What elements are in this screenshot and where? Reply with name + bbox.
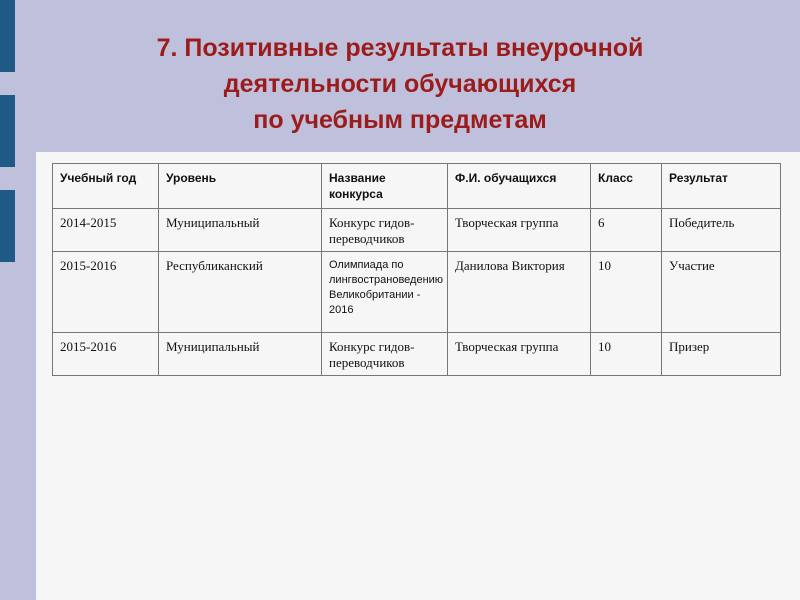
table-row <box>53 252 781 333</box>
header-students: Ф.И. обучащихся <box>448 164 591 209</box>
cell-year: 2015-2016 <box>53 333 159 376</box>
header-year: Учебный год <box>53 164 159 209</box>
table-row <box>53 333 781 376</box>
cell-result: Призер <box>662 333 781 376</box>
side-bar-middle <box>0 95 15 167</box>
title-line-2: деятельности обучающихся <box>223 70 577 98</box>
header-level: Уровень <box>159 164 322 209</box>
cell-contest: Конкурс гидов-переводчиков <box>322 333 448 376</box>
header-result: Результат <box>662 164 781 209</box>
results-table <box>52 163 781 376</box>
cell-year: 2015-2016 <box>53 252 159 333</box>
cell-year: 2014-2015 <box>53 209 159 252</box>
header-grade: Класс <box>591 164 662 209</box>
cell-students: Творческая группа <box>448 333 591 376</box>
cell-students: Данилова Виктория <box>448 252 591 333</box>
table-header-row <box>53 164 781 209</box>
cell-level: Муниципальный <box>159 209 322 252</box>
title-line-1: 7. Позитивные результаты внеурочной <box>156 34 644 62</box>
cell-grade: 6 <box>591 209 662 252</box>
header-contest: Название конкурса <box>322 164 448 209</box>
cell-students: Творческая группа <box>448 209 591 252</box>
cell-result: Участие <box>662 252 781 333</box>
title-line-3: по учебным предметам <box>253 106 547 134</box>
cell-level: Муниципальный <box>159 333 322 376</box>
side-bar-top <box>0 0 15 72</box>
cell-grade: 10 <box>591 252 662 333</box>
slide-title <box>40 30 760 138</box>
cell-contest: Олимпиада по лингвострановедению Великобритании - 2016 <box>322 252 448 333</box>
side-bar-bottom <box>0 190 15 262</box>
table-row <box>53 209 781 252</box>
cell-grade: 10 <box>591 333 662 376</box>
cell-level: Республиканский <box>159 252 322 333</box>
cell-result: Победитель <box>662 209 781 252</box>
cell-contest: Конкурс гидов-переводчиков <box>322 209 448 252</box>
